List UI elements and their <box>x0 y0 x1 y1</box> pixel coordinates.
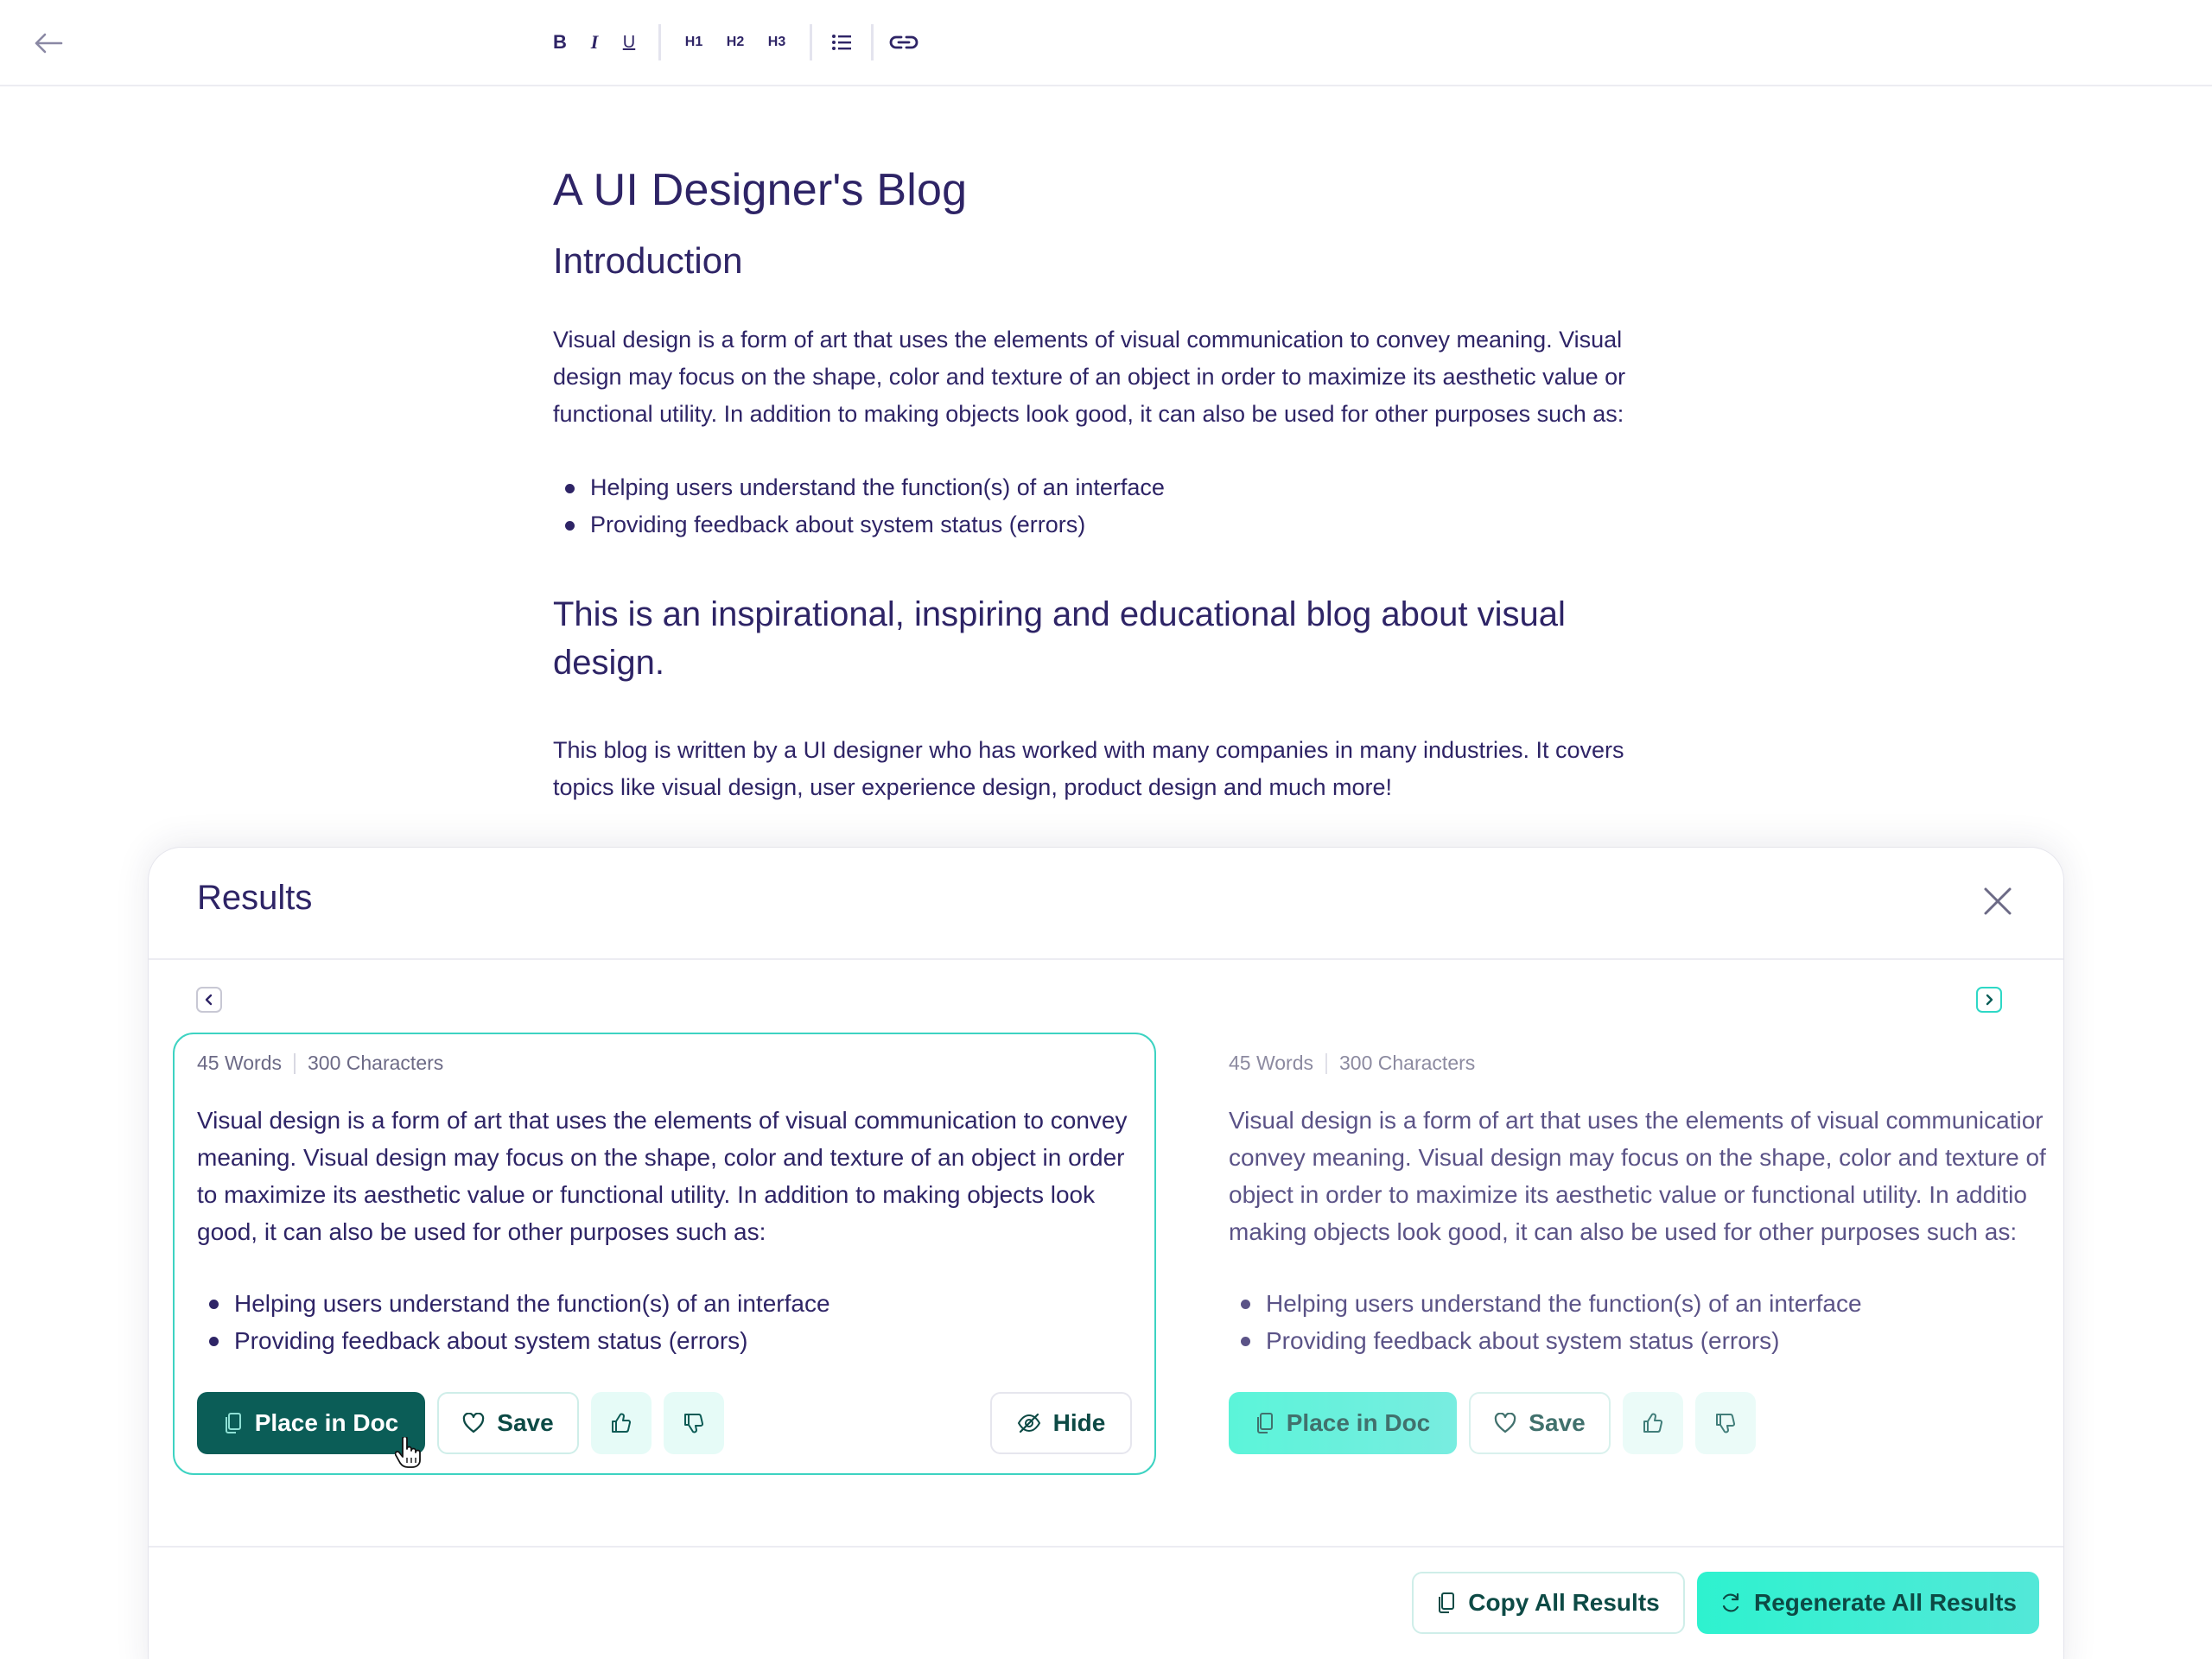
place-in-doc-button[interactable] <box>197 1392 425 1454</box>
heart-icon <box>462 1413 485 1433</box>
stats-divider <box>1325 1053 1327 1074</box>
toolbar-divider <box>658 24 661 60</box>
regenerate-all-results-button[interactable] <box>1697 1572 2039 1634</box>
toolbar-divider <box>810 24 812 60</box>
hide-button[interactable] <box>990 1392 1132 1454</box>
document-title: A UI Designer's Blog <box>553 165 968 215</box>
bullet-list-icon[interactable] <box>824 22 859 62</box>
thumbs-up-button[interactable] <box>1623 1392 1683 1454</box>
formatting-toolbar <box>543 22 922 62</box>
previous-result-button[interactable] <box>196 987 222 1013</box>
list-item: Helping users understand the function(s) of an interface <box>1229 1285 2063 1322</box>
result-stats <box>197 1052 443 1075</box>
paragraph: Visual design is a form of art that uses the elements of visual communication to convey meaning. Visual design may focus on the shape, color and texture of an object in order to maximize its aesthetic value or functional utility. In addition to making objects look good, it can also be used for other purposes such as: <box>553 327 1626 427</box>
result-text <box>1229 1102 2063 1250</box>
list-item: Providing feedback about system status (errors) <box>553 506 1650 543</box>
list-item: Providing feedback about system status (errors) <box>1229 1322 2063 1359</box>
copy-icon <box>1255 1412 1274 1434</box>
copy-icon <box>1437 1592 1456 1614</box>
results-header <box>149 848 2063 960</box>
hand-pointer-icon <box>395 1437 421 1468</box>
character-count: 300 Characters <box>308 1052 444 1074</box>
results-panel <box>149 848 2063 1659</box>
bold-button[interactable]: B <box>553 31 567 53</box>
results-footer <box>149 1546 2063 1659</box>
character-count: 300 Characters <box>1339 1052 1476 1074</box>
paragraph: This blog is written by a UI designer who has worked with many companies in many industries. It covers topics like visual design, user experience design, product design and much more! <box>553 737 1624 800</box>
result-card[interactable] <box>1205 1033 2063 1475</box>
button-label: Regenerate All Results <box>1754 1589 2017 1616</box>
button-label: Save <box>497 1409 554 1436</box>
eye-off-icon <box>1017 1413 1041 1433</box>
save-button[interactable] <box>437 1392 579 1454</box>
bullet-list <box>553 469 1650 543</box>
close-icon[interactable] <box>1980 884 2015 918</box>
back-arrow-icon[interactable] <box>33 28 64 59</box>
list-item: Helping users understand the function(s) of an interface <box>553 469 1650 506</box>
result-actions <box>197 1392 736 1454</box>
result-text-line: making objects look good, it can also be used for other purposes such as: <box>1229 1218 2018 1245</box>
stats-divider <box>294 1053 296 1074</box>
document-body[interactable] <box>553 161 1650 806</box>
results-title: Results <box>197 879 313 917</box>
heading2-button[interactable]: H2 <box>726 35 745 49</box>
word-count: 45 Words <box>1229 1052 1314 1074</box>
link-icon[interactable] <box>886 22 922 62</box>
button-label: Copy All Results <box>1468 1589 1660 1616</box>
refresh-icon <box>1719 1592 1742 1614</box>
section-heading: Introduction <box>553 240 743 281</box>
thumbs-up-button[interactable] <box>591 1392 652 1454</box>
word-count: 45 Words <box>197 1052 283 1074</box>
list-item: Helping users understand the function(s) of an interface <box>197 1285 830 1322</box>
copy-icon <box>224 1412 243 1434</box>
chevron-left-icon <box>203 994 215 1006</box>
section-heading: This is an inspirational, inspiring and educational blog about visual design. <box>553 595 1566 682</box>
result-bullet-list <box>197 1285 830 1359</box>
result-actions <box>1229 1392 1768 1454</box>
place-in-doc-button[interactable] <box>1229 1392 1457 1454</box>
thumbs-down-icon <box>1714 1412 1737 1434</box>
underline-button[interactable]: U <box>622 32 636 52</box>
result-text-line: convey meaning. Visual design may focus on the shape, color and texture of <box>1229 1144 2046 1171</box>
copy-all-results-button[interactable] <box>1412 1572 1685 1634</box>
heart-icon <box>1494 1413 1516 1433</box>
button-label: Place in Doc <box>1286 1409 1431 1436</box>
toolbar-divider <box>871 24 874 60</box>
thumbs-up-icon <box>1642 1412 1664 1434</box>
heading1-button[interactable]: H1 <box>684 35 703 49</box>
result-bullet-list <box>1229 1285 2063 1359</box>
result-text: Visual design is a form of art that uses the elements of visual communication to convey meaning. Visual design may focus on the shape, color and texture of an object in order to maximize its aesthetic value or functional utility. In addition to making objects look good, it can also be used for other purposes such as: <box>197 1107 1128 1245</box>
button-label: Hide <box>1052 1409 1106 1436</box>
save-button[interactable] <box>1469 1392 1611 1454</box>
thumbs-down-icon <box>683 1412 705 1434</box>
next-result-button[interactable] <box>1976 987 2002 1013</box>
chevron-right-icon <box>1983 994 1995 1006</box>
heading3-button[interactable]: H3 <box>767 35 786 49</box>
thumbs-down-button[interactable] <box>1695 1392 1756 1454</box>
button-label: Save <box>1529 1409 1586 1436</box>
list-item: Providing feedback about system status (errors) <box>197 1322 830 1359</box>
editor-topbar <box>0 0 2212 86</box>
italic-button[interactable]: I <box>590 31 599 53</box>
result-text-line: object in order to maximize its aesthetic value or functional utility. In additio <box>1229 1181 2027 1208</box>
result-stats <box>1229 1052 1475 1075</box>
result-card[interactable] <box>173 1033 1156 1475</box>
thumbs-up-icon <box>610 1412 632 1434</box>
button-label: Place in Doc <box>254 1409 399 1436</box>
result-text-line: Visual design is a form of art that uses the elements of visual communicatior <box>1229 1107 2044 1134</box>
thumbs-down-button[interactable] <box>664 1392 724 1454</box>
